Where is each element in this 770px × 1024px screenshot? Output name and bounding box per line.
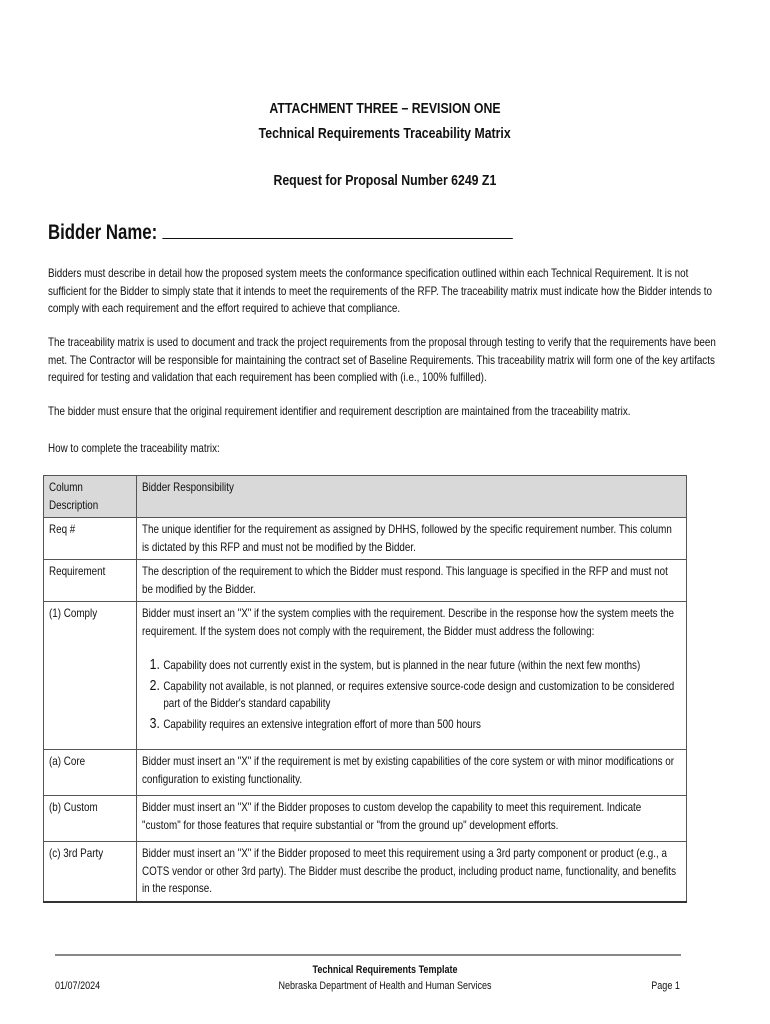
table-row (44, 560, 687, 602)
row-text: Bidder must insert an "X" if the requirement is met by existing capabilities of the core system or with minor modifications or configuration to existing functionality. (137, 750, 687, 796)
row-label: (b) Custom (44, 796, 137, 842)
row-label: (a) Core (44, 750, 137, 796)
table-row (44, 842, 687, 902)
intro-paragraph: Bidders must describe in detail how the proposed system meets the conformance specification outlined within each Technical Requirement. It is not sufficient for the Bidder to simply state that it intends to meet the requirements of the RFP. The traceability matrix must indicate how the Bidder intends to comply with each requirement and the effort required to achieve that compliance. (48, 266, 712, 315)
bidder-responsibility-header: Bidder Responsibility (137, 476, 687, 518)
table-row (44, 602, 687, 750)
how-to-heading: How to complete the traceability matrix: (48, 441, 220, 455)
footer-template-title: Technical Requirements Template (312, 964, 458, 976)
bidder-name-blank (162, 220, 512, 239)
row-label: (1) Comply (44, 602, 137, 750)
bidder-name-line (48, 220, 512, 245)
row-text: The description of the requirement to which the Bidder must respond. This language is specified in the RFP and must not be modified by the Bidder. (137, 560, 687, 602)
row-label: Req # (44, 518, 137, 560)
comply-list (142, 656, 681, 733)
row-text: The unique identifier for the requirement as assigned by DHHS, followed by the specific requirement number. This column is dictated by this RFP and must not be modified by the Bidder. (137, 518, 687, 560)
instructions-table (43, 475, 687, 903)
identifier-paragraph: The bidder must ensure that the original requirement identifier and requirement description are maintained from the traceability matrix. (48, 404, 631, 418)
table-row (44, 750, 687, 796)
traceability-paragraph: The traceability matrix is used to document and track the project requirements from the proposal through testing to verify that the requirements have been met. The Contractor will be responsible for maintaining the contract set of Baseline Requirements. This traceability matrix will form one of the key artifacts required for testing and validation that each requirement has been complied with (i.e., 100% fulfilled). (48, 335, 716, 384)
footer-divider (55, 954, 681, 956)
bidder-name-label: Bidder Name: (48, 221, 158, 244)
attachment-heading: ATTACHMENT THREE – REVISION ONE (269, 100, 501, 117)
comply-text: Bidder must insert an "X" if the system complies with the requirement. Describe in the response how the system meets the requirement. If the system does not comply with the requirement, the Bidder must address the following: (142, 606, 675, 638)
footer-date: 01/07/2024 (55, 980, 101, 992)
row-label: (c) 3rd Party (44, 842, 137, 902)
table-row (44, 796, 687, 842)
column-description-header: Column Description (44, 476, 137, 518)
footer-page-number: Page 1 (651, 980, 680, 992)
list-item: 3. Capability requires an extensive integration effort of more than 500 hours (163, 715, 681, 734)
row-text: Bidder must insert an "X" if the Bidder proposed to meet this requirement using a 3rd party component or product (e.g., a COTS vendor or other 3rd party). The Bidder must describe the product, including product name, functionality, and benefits in the response. (137, 842, 687, 902)
list-item: 2. Capability not available, is not planned, or requires extensive source-code design and customization to be considered part of the Bidder's standard capability (163, 677, 681, 713)
row-label: Requirement (44, 560, 137, 602)
table-row (44, 518, 687, 560)
table-header-row (44, 476, 687, 518)
matrix-title: Technical Requirements Traceability Matrix (258, 125, 512, 142)
rfp-number: Request for Proposal Number 6249 Z1 (273, 172, 497, 189)
footer-department: Nebraska Department of Health and Human Services (278, 980, 492, 992)
row-text: Bidder must insert an "X" if the Bidder proposes to custom develop the capability to meet this requirement. Indicate "custom" for those features that require substantial or "from the ground up" development efforts. (137, 796, 687, 842)
list-item: 1. Capability does not currently exist in the system, but is planned in the near future (within the next few months) (163, 656, 681, 675)
row-text (137, 602, 687, 750)
